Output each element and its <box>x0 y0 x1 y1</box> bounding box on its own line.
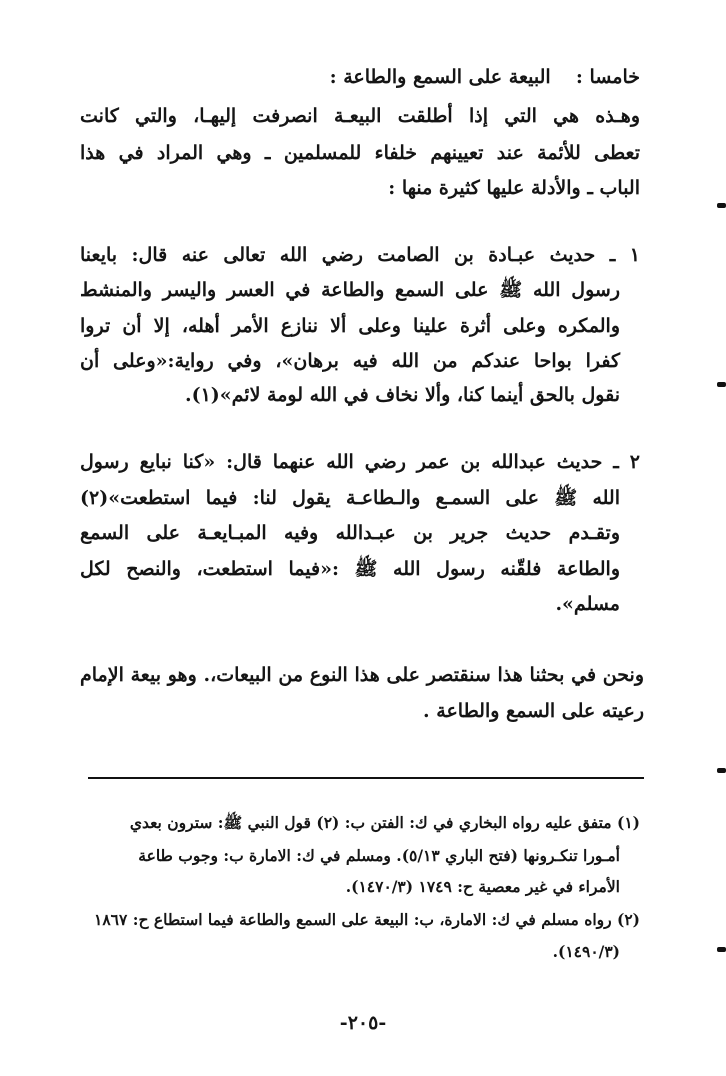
closing-line: رعيته على السمع والطاعة . <box>423 700 644 722</box>
scan-edge-mark <box>717 768 726 773</box>
footnote-line: الأمراء في غير معصية ح: ١٧٤٩ (١٤٧٠/٣). <box>345 877 620 896</box>
section-title: البيعة على السمع والطاعة : <box>329 66 551 88</box>
footnote-separator <box>88 777 644 779</box>
hadith-item-1-line: رسول الله ﷺ على السمع والطاعة في العسر واليسر والمنشط <box>80 279 620 301</box>
hadith-item-1-line: نقول بالحق أينما كنا، وألا نخاف في الله لومة لائم»(١). <box>184 384 620 406</box>
hadith-item-1-line: كفرا بواحا عندكم من الله فيه برهان»، وفي رواية:«وعلى أن <box>80 350 620 372</box>
section-heading <box>80 62 640 92</box>
hadith-item-2-line: والطاعة فلقّنه رسول الله ﷺ :«فيما استطعت، والنصح لكل <box>80 558 620 580</box>
footnote-line: (١٤٩٠/٣). <box>552 942 620 961</box>
hadith-item-2-line: الله ﷺ على السمـع والـطاعـة يقول لنا: فيما استطعت»(٢) <box>80 487 620 509</box>
section-label: خامسا : <box>575 66 640 88</box>
intro-line: وهـذه هي التي إذا أطلقت البيعـة انصرفت إليهـا، والتي كانت <box>80 105 640 127</box>
hadith-item-1-line: والمكره وعلى أثرة علينا وعلى ألا ننازع الأمر أهله، إلا أن تروا <box>80 315 620 337</box>
footnote-line: (٢) رواه مسلم في ك: الامارة، ب: البيعة على السمع والطاعة فيما استطاع ح: ١٨٦٧ <box>94 910 640 929</box>
hadith-item-1-line: ١ ـ حديث عبـادة بن الصامت رضي الله تعالى عنه قال: بايعنا <box>80 244 640 266</box>
footnote-line: أمـورا تنكـرونها (فتح الباري ٥/١٣). ومسلم في ك: الامارة ب: وجوب طاعة <box>138 846 620 865</box>
scan-edge-mark <box>717 382 726 387</box>
scan-edge-mark <box>717 203 726 208</box>
closing-line: ونحن في بحثنا هذا سنقتصر على هذا النوع من البيعات،. وهو بيعة الإمام <box>80 664 644 686</box>
hadith-item-2-line: وتقـدم حديث جرير بن عبـدالله وفيه المبـايعـة على السمع <box>80 522 620 544</box>
hadith-item-2-line: مسلم». <box>555 593 620 615</box>
scan-edge-mark <box>717 947 726 952</box>
intro-line: تعطى للأئمة عند تعيينهم خلفاء للمسلمين ـ وهي المراد في هذا <box>80 142 640 164</box>
page-number: -٢٠٥- <box>339 1012 387 1034</box>
intro-line: الباب ـ والأدلة عليها كثيرة منها : <box>388 177 640 199</box>
hadith-item-2-line: ٢ ـ حديث عبدالله بن عمر رضي الله عنهما قال: «كنا نبايع رسول <box>80 451 640 473</box>
footnote-line: (١) متفق عليه رواه البخاري في ك: الفتن ب: (٢) قول النبي ﷺ: سترون بعدي <box>129 813 640 832</box>
